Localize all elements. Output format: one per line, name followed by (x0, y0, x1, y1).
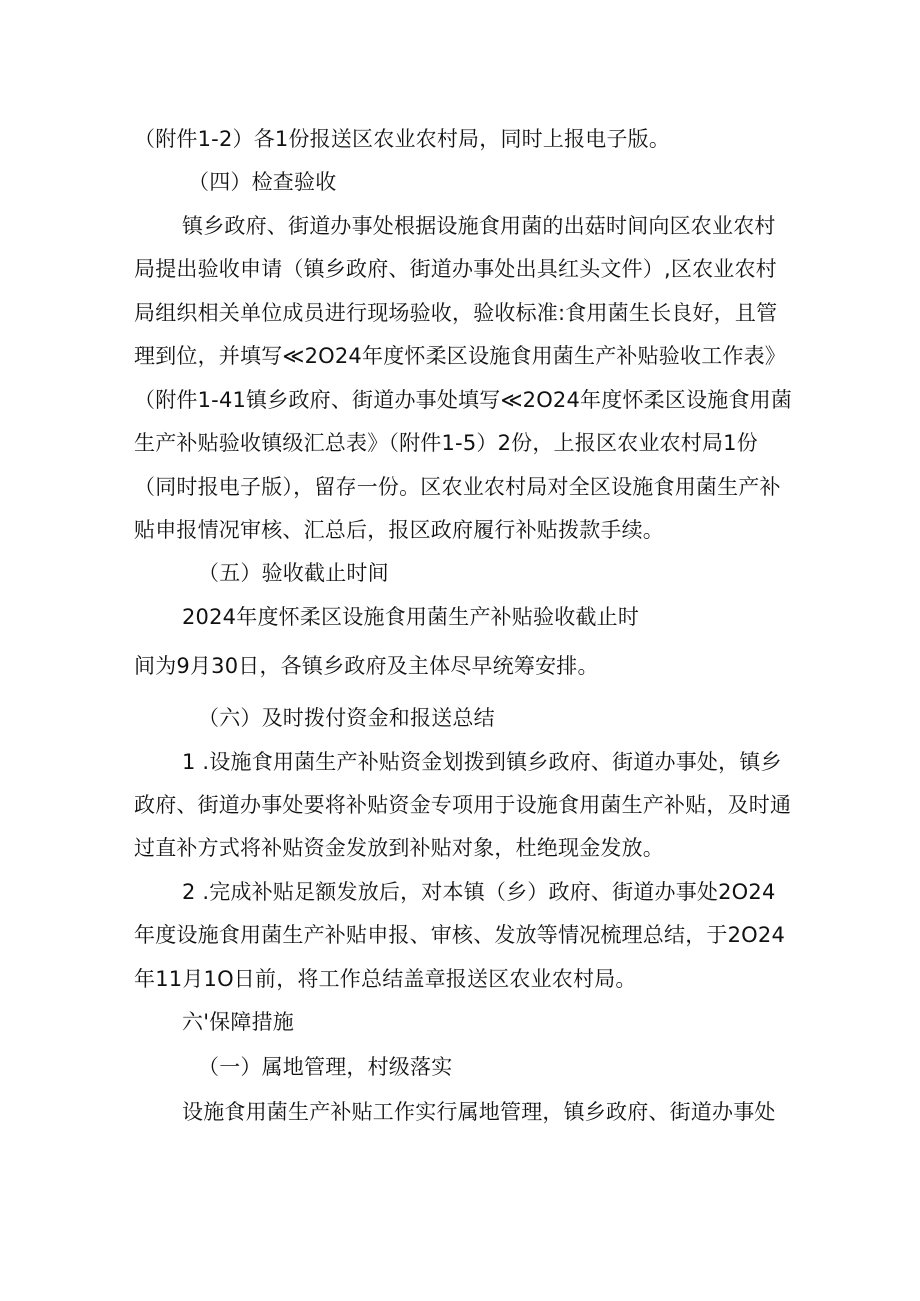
text-line: 理到位，并填写≪2O24年度怀柔区设施食用菌生产补贴验收工作表》 (134, 344, 786, 368)
text-line: 1 .设施食用菌生产补贴资金划拨到镇乡政府、街道办事处，镇乡 (182, 750, 782, 774)
text-line: （附件1-41镇乡政府、街道办事处填写≪2O24年度怀柔区设施食用菌 (134, 388, 793, 412)
text-line: （附件1-2）各1份报送区农业农村局，同时上报电子版。 (134, 127, 671, 151)
section-heading: （五）验收截止时间 (198, 561, 389, 585)
chapter-heading: 六'保障措施 (182, 1010, 294, 1034)
text-line: 镇乡政府、街道办事处根据设施食用菌的出菇时间向区农业农村 (182, 214, 776, 238)
text-line: 政府、街道办事处要将补贴资金专项用于设施食用菌生产补贴，及时通 (134, 793, 792, 817)
text-line: （同时报电子版），留存一份。区农业农村局对全区设施食用菌生产补 (134, 475, 781, 499)
text-line: 2024年度怀柔区设施食用菌生产补贴验收截止时 (182, 605, 640, 629)
text-line: 设施食用菌生产补贴工作实行属地管理，镇乡政府、街道办事处 (182, 1100, 776, 1124)
text-line: 局提出验收申请（镇乡政府、街道办事处出具红头文件）,区农业农村 (134, 257, 777, 281)
text-line: 生产补贴验收镇级汇总表》（附件1-5）2份，上报区农业农村局1份 (134, 431, 758, 455)
section-heading: （四）检查验收 (188, 170, 337, 194)
text-line: 贴申报情况审核、汇总后，报区政府履行补贴拨款手续。 (134, 518, 664, 542)
text-line: 年11月1O日前，将工作总结盖章报送区农业农村局。 (134, 967, 637, 991)
text-line: 局组织相关单位成员进行现场验收，验收标准:食用菌生长良好，且管 (134, 301, 778, 325)
text-line: 年度设施食用菌生产补贴申报、审核、发放等情况梳理总结，于2O24 (134, 923, 786, 947)
text-line: 间为9月30日，各镇乡政府及主体尽早统筹安排。 (134, 654, 599, 678)
text-line: 2 .完成补贴足额发放后，对本镇（乡）政府、街道办事处2O24 (182, 880, 776, 904)
section-heading: （六）及时拨付资金和报送总结 (198, 706, 495, 730)
text-line: 过直补方式将补贴资金发放到补贴对象，杜绝现金发放。 (134, 836, 664, 860)
section-heading: （一）属地管理，村级落实 (198, 1055, 453, 1079)
